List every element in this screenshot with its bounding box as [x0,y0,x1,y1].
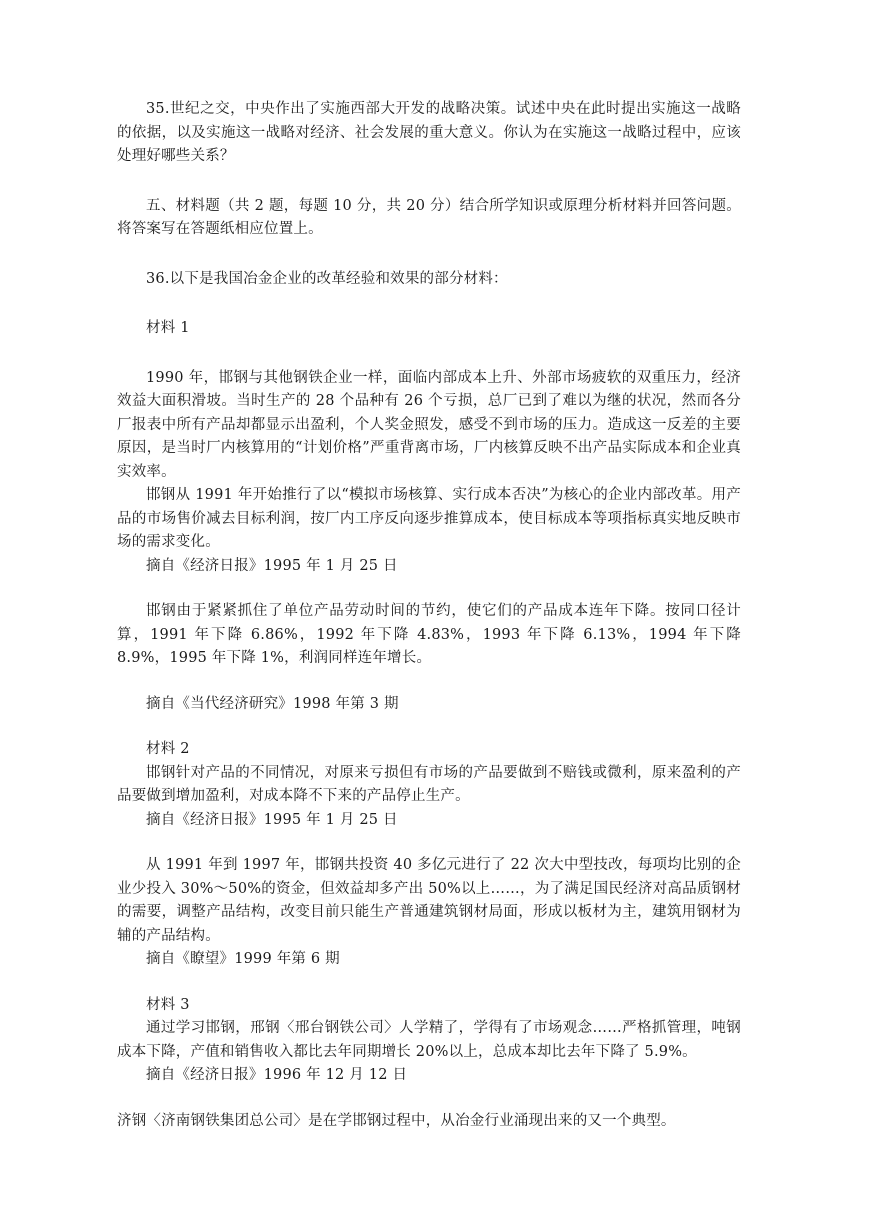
material-1-title: 材料 1 [146,320,190,336]
material-3-paragraph-1: 通过学习邯钢，邢钢〈邢台钢铁公司〉人学精了，学得有了市场观念……严格抓管理，吨钢成本下降，产值和销售收入都比去年同期增长 20%以上，总成本却比去年下降了 5.9%。 [117,1020,741,1060]
material-2-title: 材料 2 [146,741,190,757]
material-1-source-2: 摘自《当代经济研究》1998 年第 3 期 [146,695,399,712]
material-1-paragraph-3: 邯钢由于紧紧抓住了单位产品劳动时间的节约，使它们的产品成本连年下降。按同口径计算，1991 年下降 6.86%，1992 年下降 4.83%，1993 年下降 6.13%，1994 年下降 8.9%，1995 年下降 1%，利润同样连年增长。 [117,603,741,666]
document-page [117,98,741,1133]
material-1-paragraph-2: 邯钢从 1991 年开始推行了以“模拟市场核算、实行成本否决”为核心的企业内部改革。用产品的市场售价减去目标利润，按厂内工序反向逐步推算成本，使目标成本等项指标真实地反映市场的需求变化。 [117,487,741,550]
material-3-title: 材料 3 [146,996,190,1013]
material-3-paragraph-2: 济钢〈济南钢铁集团总公司〉是在学邯钢过程中，从冶金行业涌现出来的又一个典型。 [117,1112,676,1129]
material-1-paragraph-1: 1990 年，邯钢与其他钢铁企业一样，面临内部成本上升、外部市场疲软的双重压力，经济效益大面积滑坡。当时生产的 28 个品种有 26 个亏损，总厂已到了难以为继的状况，然而各分厂报表中所有产品却都显示出盈利，个人奖金照发，感受不到市场的压力。造成这一反差的主要原因，是当时厂内核算用的“计划价格”严重背离市场，厂内核算反映不出产品实际成本和企业真实效率。 [117,369,741,480]
section-five-heading: 五、材料题（共 2 题，每题 10 分，共 20 分）结合所学知识或原理分析材料并回答问题。将答案写在答题纸相应位置上。 [117,197,741,237]
material-2-source-1: 摘自《经济日报》1995 年 1 月 25 日 [146,811,398,828]
material-1-source-1: 摘自《经济日报》1995 年 1 月 25 日 [146,557,398,574]
question-35: 35.世纪之交，中央作出了实施西部大开发的战略决策。试述中央在此时提出实施这一战略的依据，以及实施这一战略对经济、社会发展的重大意义。你认为在实施这一战略过程中，应该处理好哪些关系？ [117,101,741,164]
material-2-paragraph-1: 邯钢针对产品的不同情况，对原来亏损但有市场的产品要做到不赔钱或微利，原来盈利的产品要做到增加盈利，对成本降不下来的产品停止生产。 [117,764,741,804]
material-2-source-2: 摘自《瞭望》1999 年第 6 期 [146,951,340,967]
material-3-source-1: 摘自《经济日报》1996 年 12 月 12 日 [146,1067,408,1083]
question-36-intro: 36.以下是我国冶金企业的改革经验和效果的部分材料： [146,270,508,287]
material-2-paragraph-2: 从 1991 年到 1997 年，邯钢共投资 40 多亿元进行了 22 次大中型技改，每项均比别的企业少投入 30%～50%的资金，但效益却多产出 50%以上……，为了满足国民经济对高品质钢材的需要，调整产品结构，改变目前只能生产普通建筑钢材局面，形成以板材为主，建筑用钢材为辅的产品结构。 [117,857,741,944]
